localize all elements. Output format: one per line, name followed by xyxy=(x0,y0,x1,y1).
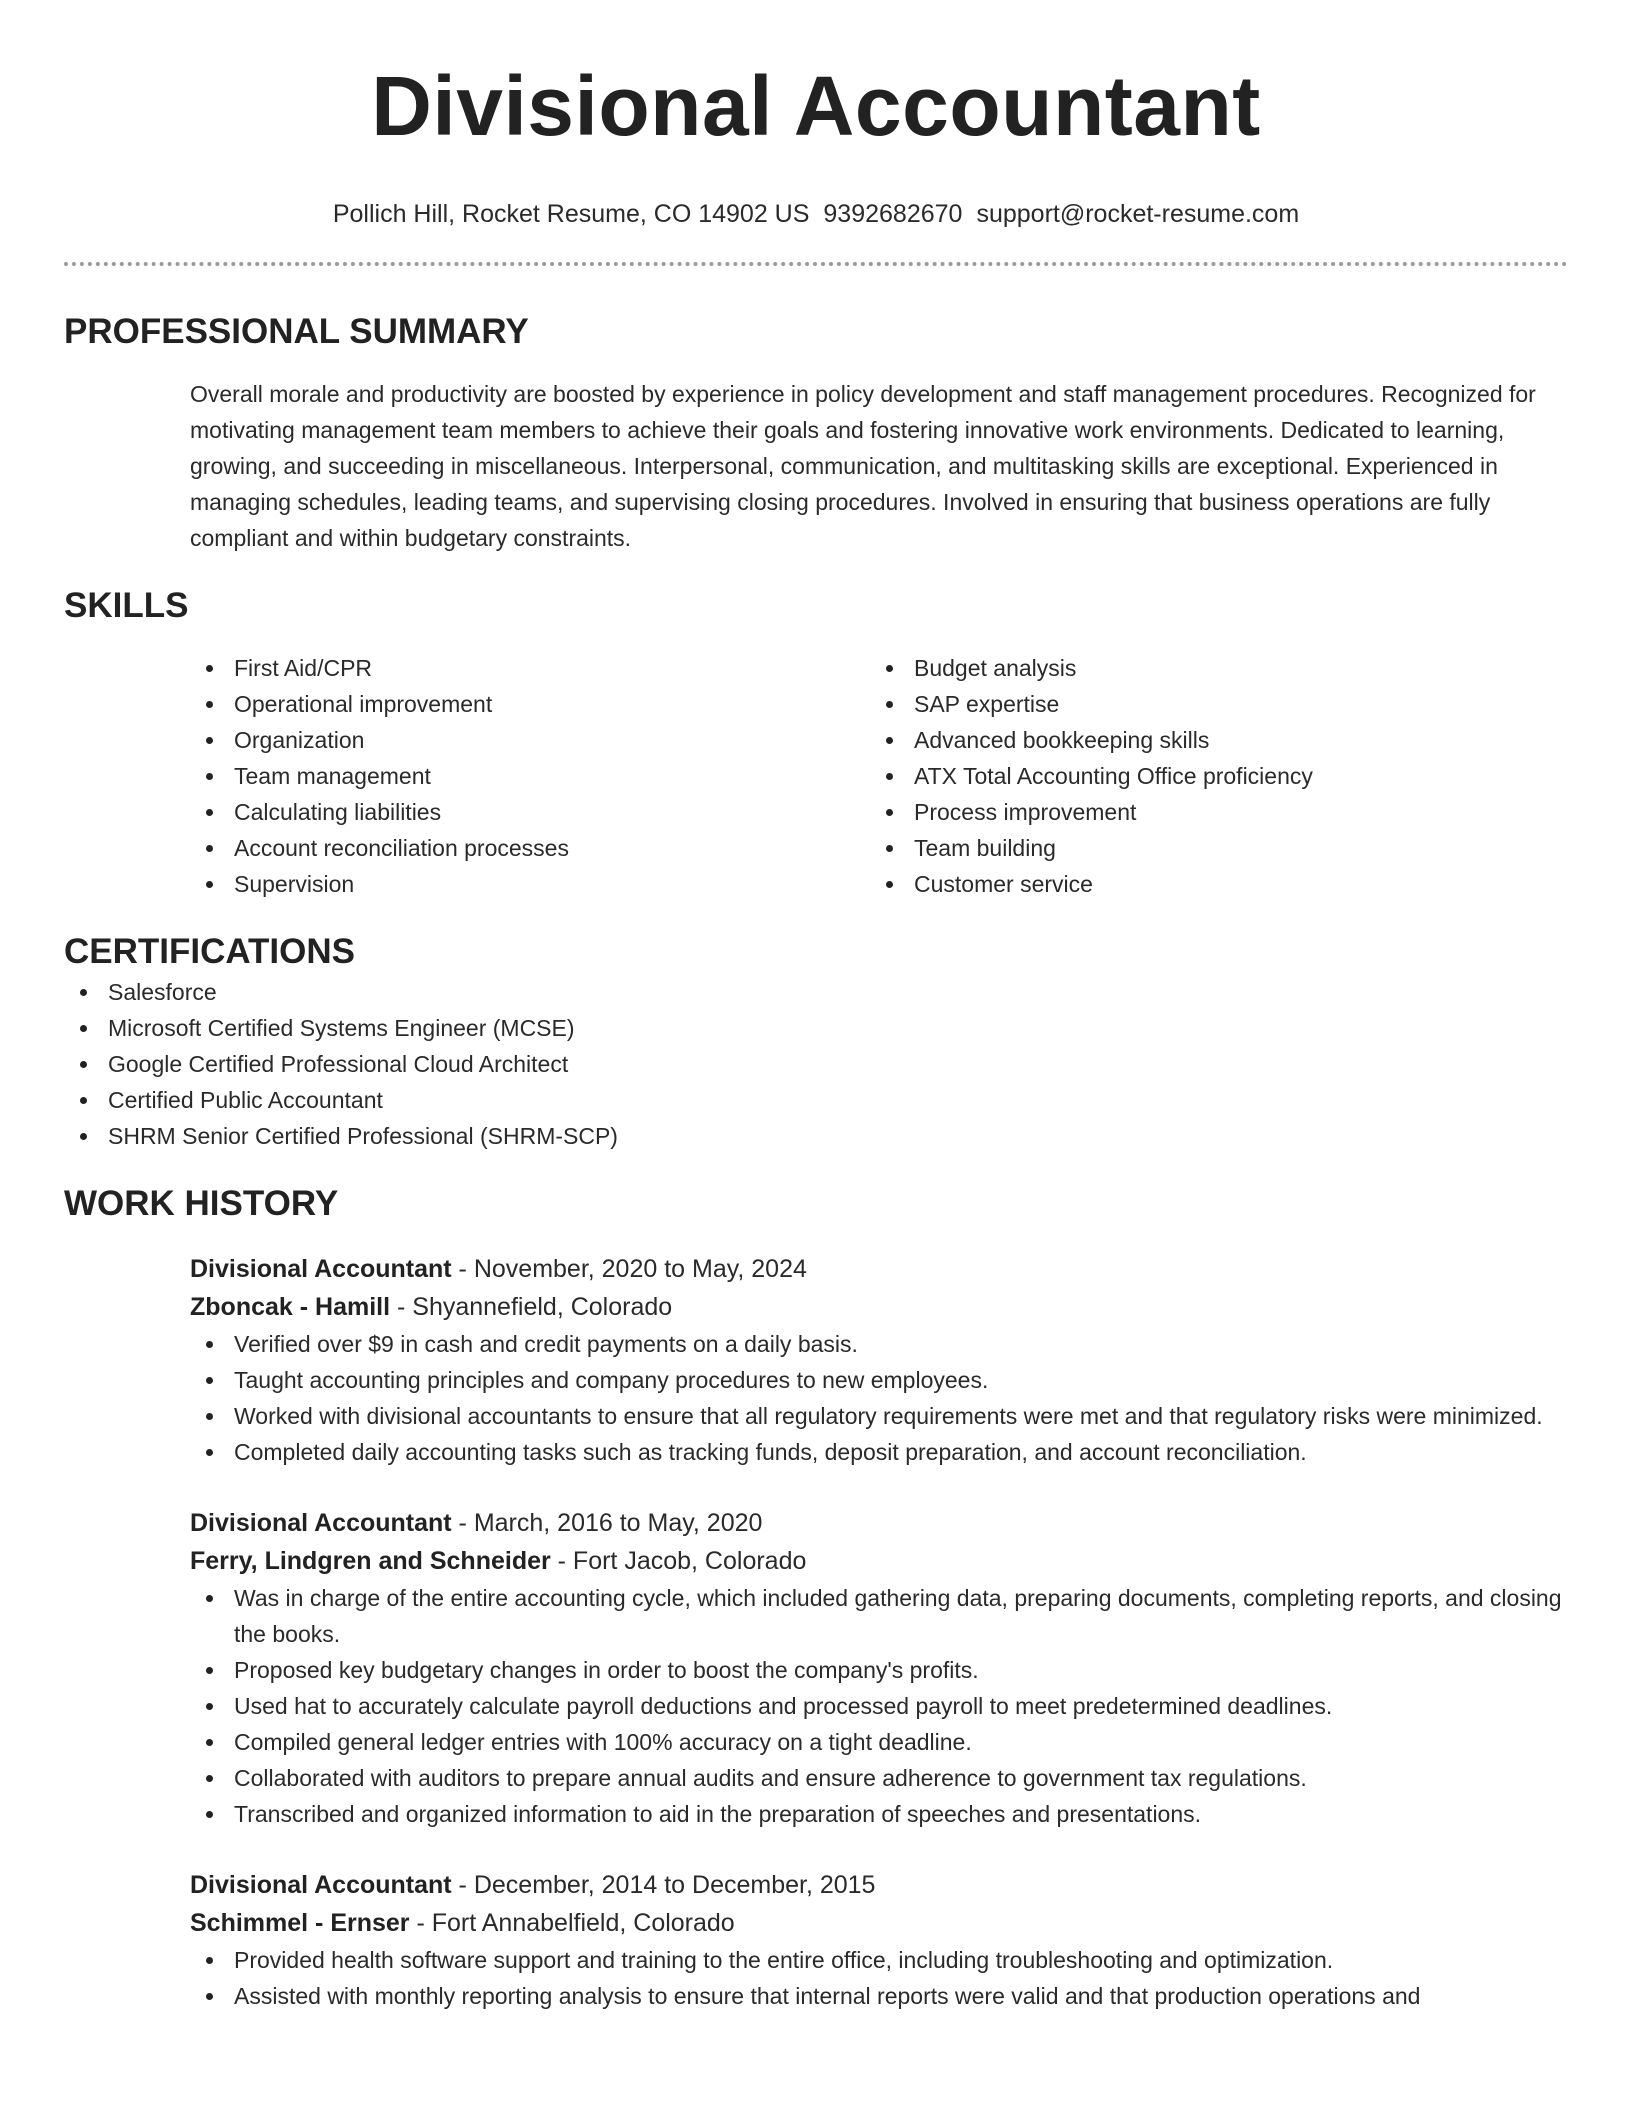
header-divider xyxy=(64,262,1568,266)
work-history-heading: WORK HISTORY xyxy=(64,1184,339,1223)
job-dates: - March, 2016 to May, 2020 xyxy=(451,1509,763,1537)
skills-left-list xyxy=(190,650,870,902)
summary-text: Overall morale and productivity are boosted by experience in policy development and staff management procedures. Recognized for motivating management team members to achieve their goals and fostering innovative work environments. Dedicated to learning, growing, and succeeding in miscellaneous. Interpersonal, communication, and multitasking skills are exceptional. Experienced in managing schedules, leading teams, and supervising closing procedures. Involved in ensuring that business operations are fully compliant and within budgetary constraints. xyxy=(190,381,1536,551)
job-company-line xyxy=(190,1288,1568,1326)
skill-item: First Aid/CPR xyxy=(190,650,870,686)
job-bullets xyxy=(190,1326,1568,1470)
certification-item: Salesforce xyxy=(64,974,1568,1010)
summary-section xyxy=(64,310,1568,556)
skill-item: Supervision xyxy=(190,866,870,902)
skill-item: Budget analysis xyxy=(870,650,1550,686)
skills-heading: SKILLS xyxy=(64,586,189,625)
contact-line xyxy=(64,198,1568,230)
job-bullet: Taught accounting principles and company procedures to new employees. xyxy=(190,1362,1568,1398)
skill-item: Process improvement xyxy=(870,794,1550,830)
job-role: Divisional Accountant xyxy=(190,1871,452,1899)
job-location: - Shyannefield, Colorado xyxy=(390,1293,673,1321)
skills-columns xyxy=(190,650,1568,902)
summary-heading: PROFESSIONAL SUMMARY xyxy=(64,312,529,351)
job-dates: - November, 2020 to May, 2024 xyxy=(451,1255,807,1283)
job-bullet: Collaborated with auditors to prepare annual audits and ensure adherence to government tax regulations. xyxy=(190,1760,1568,1796)
job-role-line xyxy=(190,1866,1568,1904)
job-bullet: Transcribed and organized information to aid in the preparation of speeches and presentations. xyxy=(190,1796,1568,1832)
skill-item: Calculating liabilities xyxy=(190,794,870,830)
skill-item: ATX Total Accounting Office proficiency xyxy=(870,758,1550,794)
job-bullet: Verified over $9 in cash and credit payments on a daily basis. xyxy=(190,1326,1568,1362)
job-location: - Fort Annabelfield, Colorado xyxy=(409,1909,735,1937)
work-history-section xyxy=(64,1182,1568,2014)
job-entry xyxy=(190,1866,1568,2014)
skill-item: Advanced bookkeeping skills xyxy=(870,722,1550,758)
job-bullet: Compiled general ledger entries with 100% accuracy on a tight deadline. xyxy=(190,1724,1568,1760)
contact-phone: 9392682670 xyxy=(823,200,963,228)
certifications-heading: CERTIFICATIONS xyxy=(64,932,356,971)
resume-title: Divisional Accountant xyxy=(371,59,1261,153)
job-entry xyxy=(190,1250,1568,1470)
job-company-line xyxy=(190,1542,1568,1580)
certification-item: Google Certified Professional Cloud Architect xyxy=(64,1046,1568,1082)
job-entry xyxy=(190,1504,1568,1832)
certifications-section xyxy=(64,930,1568,1154)
job-bullet: Provided health software support and training to the entire office, including troubleshooting and optimization. xyxy=(190,1942,1568,1978)
skill-item: Account reconciliation processes xyxy=(190,830,870,866)
job-role: Divisional Accountant xyxy=(190,1509,452,1537)
contact-address: Pollich Hill, Rocket Resume, CO 14902 US xyxy=(332,200,810,228)
certification-item: SHRM Senior Certified Professional (SHRM-SCP) xyxy=(64,1118,1568,1154)
job-company: Schimmel - Ernser xyxy=(190,1909,410,1937)
job-role: Divisional Accountant xyxy=(190,1255,452,1283)
job-bullet: Completed daily accounting tasks such as tracking funds, deposit preparation, and account reconciliation. xyxy=(190,1434,1568,1470)
skills-right-list xyxy=(870,650,1550,902)
job-bullet: Assisted with monthly reporting analysis to ensure that internal reports were valid and that production operations and xyxy=(190,1978,1568,2014)
skill-item: Team management xyxy=(190,758,870,794)
job-location: - Fort Jacob, Colorado xyxy=(550,1547,807,1575)
skill-item: Team building xyxy=(870,830,1550,866)
job-bullets xyxy=(190,1580,1568,1832)
job-bullets xyxy=(190,1942,1568,2014)
skill-item: Operational improvement xyxy=(190,686,870,722)
skill-item: Organization xyxy=(190,722,870,758)
job-bullet: Proposed key budgetary changes in order to boost the company's profits. xyxy=(190,1652,1568,1688)
job-bullet: Used hat to accurately calculate payroll deductions and processed payroll to meet predetermined deadlines. xyxy=(190,1688,1568,1724)
job-bullet: Was in charge of the entire accounting cycle, which included gathering data, preparing documents, completing reports, and closing the books. xyxy=(190,1580,1568,1652)
job-company: Ferry, Lindgren and Schneider xyxy=(190,1547,551,1575)
job-bullet: Worked with divisional accountants to ensure that all regulatory requirements were met and that regulatory risks were minimized. xyxy=(190,1398,1568,1434)
skills-section xyxy=(64,584,1568,902)
contact-email: support@rocket-resume.com xyxy=(976,200,1300,228)
job-dates: - December, 2014 to December, 2015 xyxy=(451,1871,876,1899)
certification-item: Microsoft Certified Systems Engineer (MCSE) xyxy=(64,1010,1568,1046)
job-role-line xyxy=(190,1250,1568,1288)
certifications-list xyxy=(64,974,1568,1154)
skill-item: SAP expertise xyxy=(870,686,1550,722)
certification-item: Certified Public Accountant xyxy=(64,1082,1568,1118)
job-role-line xyxy=(190,1504,1568,1542)
job-company: Zboncak - Hamill xyxy=(190,1293,391,1321)
job-company-line xyxy=(190,1904,1568,1942)
skill-item: Customer service xyxy=(870,866,1550,902)
